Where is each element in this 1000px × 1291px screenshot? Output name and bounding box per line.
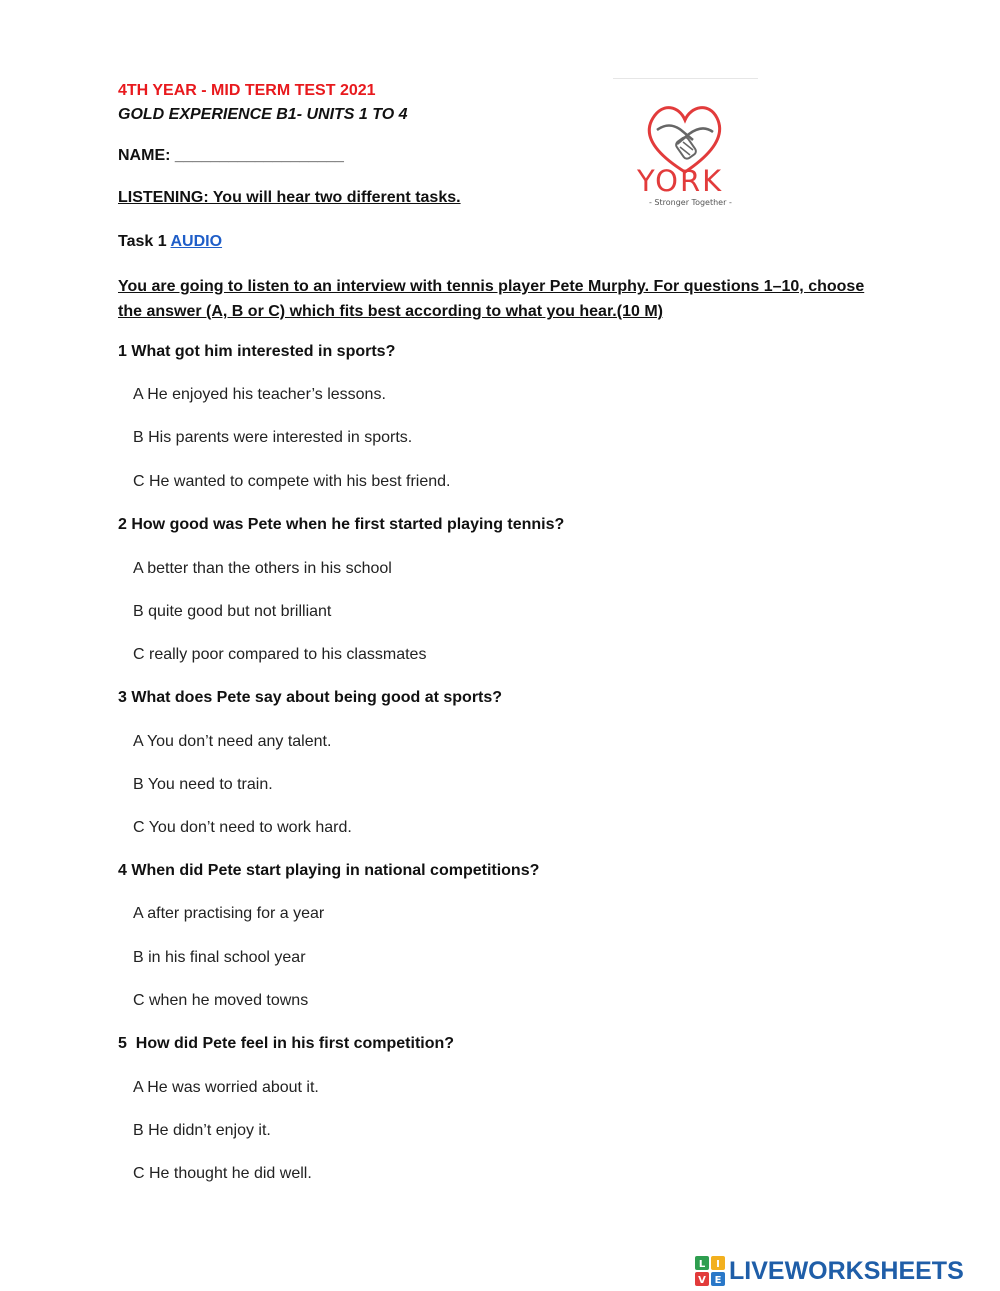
logo-divider (613, 78, 758, 79)
icon-letter-e: E (714, 1275, 722, 1286)
question-5-option-a: A He was worried about it. (133, 1079, 319, 1096)
liveworksheets-brand (695, 1254, 964, 1288)
question-5-option-b: B He didn’t enjoy it. (133, 1122, 271, 1139)
test-subtitle: GOLD EXPERIENCE B1- UNITS 1 TO 4 (118, 106, 408, 123)
liveworksheets-wordmark: LIVEWORKSHEETS (729, 1256, 964, 1285)
liveworksheets-logo-icon (695, 1256, 725, 1286)
question-2-option-a: A better than the others in his school (133, 560, 392, 577)
task-instructions: You are going to listen to an interview with tennis player Pete Murphy. For questions 1–10, choose the answer (A, B or C) which fits best according to what you hear.(10 M) (118, 278, 865, 320)
question-2-option-c: C really poor compared to his classmates (133, 646, 427, 663)
question-4-option-b: B in his final school year (133, 949, 306, 966)
question-5: 5 How did Pete feel in his first competition? (118, 1035, 455, 1052)
question-4-option-a: A after practising for a year (133, 905, 325, 922)
question-1-option-c: C He wanted to compete with his best friend. (133, 473, 451, 490)
question-1-option-a: A He enjoyed his teacher’s lessons. (133, 386, 386, 403)
question-4: 4 When did Pete start playing in national competitions? (118, 862, 540, 879)
logo-text: YORK (637, 164, 724, 198)
task-line (118, 233, 222, 251)
question-1: 1 What got him interested in sports? (118, 343, 396, 360)
name-field-label: NAME: ___________________ (118, 147, 344, 164)
question-4-option-c: C when he moved towns (133, 992, 309, 1009)
question-3: 3 What does Pete say about being good at sports? (118, 689, 503, 706)
question-3-option-b: B You need to train. (133, 776, 273, 793)
question-1-option-b: B His parents were interested in sports. (133, 429, 413, 446)
question-3-option-c: C You don’t need to work hard. (133, 819, 352, 836)
icon-letter-v: V (698, 1275, 706, 1286)
listening-heading: LISTENING: You will hear two different tasks. (118, 189, 461, 206)
question-5-option-c: C He thought he did well. (133, 1165, 312, 1182)
logo-tagline: - Stronger Together - (649, 198, 732, 207)
test-title: 4TH YEAR - MID TERM TEST 2021 (118, 82, 376, 99)
task-label: Task 1 (118, 233, 167, 250)
icon-letter-i: I (716, 1259, 720, 1270)
question-3-option-a: A You don’t need any talent. (133, 733, 332, 750)
york-logo (613, 78, 758, 210)
question-2: 2 How good was Pete when he first started playing tennis? (118, 516, 565, 533)
icon-letter-l: L (698, 1259, 706, 1270)
audio-link[interactable]: AUDIO (170, 233, 223, 250)
question-2-option-b: B quite good but not brilliant (133, 603, 332, 620)
